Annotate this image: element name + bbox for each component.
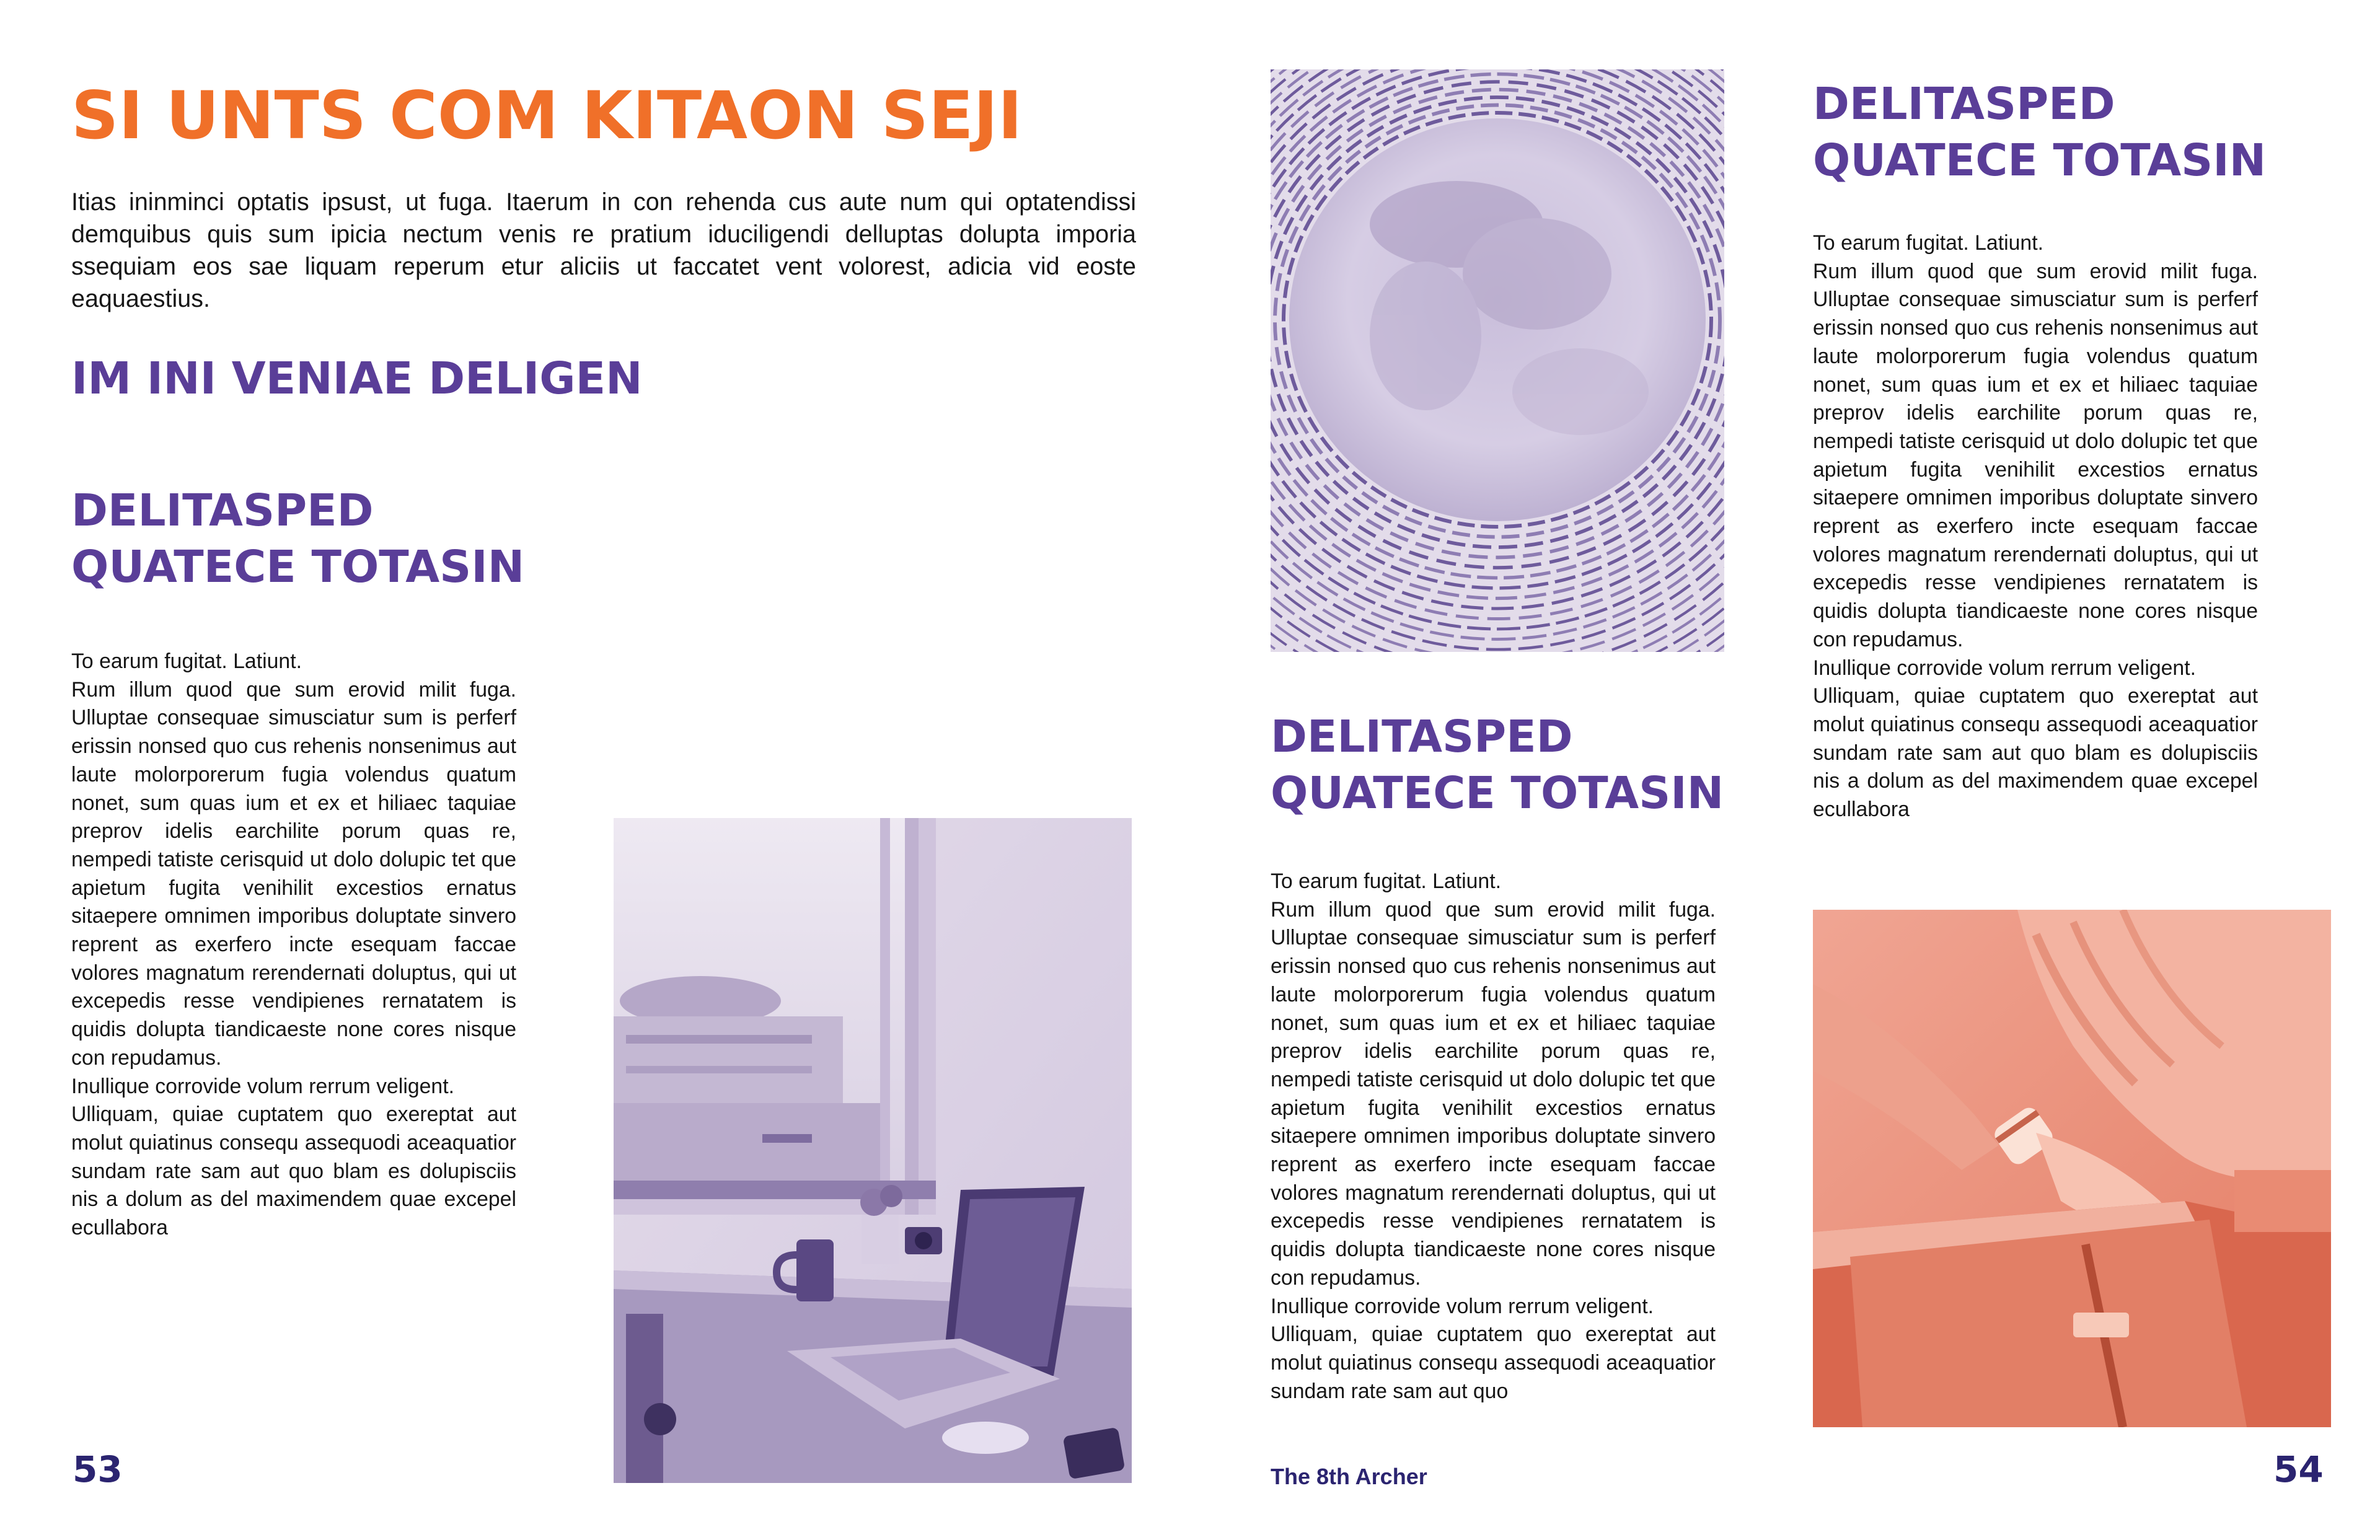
heading-line: QUATECE TOTASIN [71, 541, 525, 592]
section-subtitle: IM INI VENIAE DELIGEN [71, 353, 643, 404]
body-column-middle [1271, 868, 1716, 1406]
body-paragraph: To earum fugitat. Latiunt. [71, 649, 302, 673]
body-paragraph: Rum illum quod que sum erovid milit fuga. Ulluptae consequae simusciatur sum is perferf erissin nonsed quo cus rehenis nonsenimus aut laute molorporerum fugia volendus quatum nonet, sum quas ium et ex et hiliaec taquiae preprov idelis earchilite porum quas re, nempedi tatiste cerisquid ut dolo dolupic tet que apietum fugita venihilit excestios ernatus sitaepere omnimen imporibus doluptate sinvero reprent as exerfero incte esequam faccae volores magnatum rerendernati doluptus, qui ut excepedis resse vendipienes rernatatem is quidis dolupta tiandicaeste none cores nisque con repudamus. [1813, 259, 2258, 651]
intro-paragraph: Itias ininminci optatis ipsust, ut fuga. Itaerum in con rehenda cus aute num qui optatendissi demquibus quis sum ipicia nectum venis re pratium iduciligendi delluptas dolupta imporia ssequiam eos sae liquam reperum etur aliciis ut faccatet vent volorest, adicia vid eoste eaquaestius. [71, 188, 1136, 312]
page-number-left: 53 [73, 1448, 123, 1490]
heading-line: DELITASPED [1271, 711, 1573, 762]
body-column-right [1813, 229, 2258, 824]
page-number-right: 54 [2273, 1448, 2324, 1490]
page-title: SI UNTS COM KITAON SEJI [71, 77, 1023, 154]
footer-publication-name: The 8th Archer [1271, 1464, 1427, 1489]
body-paragraph: Rum illum quod que sum erovid milit fuga. Ulluptae consequae simusciatur sum is perferf erissin nonsed quo cus rehenis nonsenimus aut laute molorporerum fugia volendus quatum nonet, sum quas ium et ex et hiliaec taquiae preprov idelis earchilite porum quas re, nempedi tatiste cerisquid ut dolo dolupic tet que apietum fugita venihilit excestios ernatus sitaepere omnimen imporibus doluptate sinvero reprent as exerfero incte esequam faccae volores magnatum rerendernati doluptus, qui ut excepedis resse vendipienes rernatatem is quidis dolupta tiandicaeste none cores nisque con repudamus. [1271, 897, 1716, 1290]
body-paragraph: Inullique corrovide volum rerrum veligent. [1271, 1294, 1654, 1318]
heading-line: DELITASPED [71, 485, 374, 536]
desk-laptop-photo [614, 818, 1132, 1483]
body-paragraph: Inullique corrovide volum rerrum veligent. [71, 1074, 454, 1098]
heading-line: DELITASPED [1813, 78, 2115, 130]
body-column-left [71, 648, 516, 1243]
body-paragraph: Ulliquam, quiae cuptatem quo exereptat aut molut quiatinus consequ assequodi aceaquatior sundam rate sam aut quo blam es dolupisciis nis a dolum as del maximendem quae excepel ecullabora [1813, 684, 2258, 822]
body-paragraph: Ulliquam, quiae cuptatem quo exereptat aut molut quiatinus consequ assequodi aceaquatior sundam rate sam aut quo [1271, 1322, 1716, 1403]
circular-architecture-photo [1271, 69, 1724, 652]
body-paragraph: Ulliquam, quiae cuptatem quo exereptat aut molut quiatinus consequ assequodi aceaquatior sundam rate sam aut quo blam es dolupisciis nis a dolum as del maximendem quae excepel ecullabora [71, 1102, 516, 1240]
article-heading-middle [1271, 708, 1724, 821]
body-paragraph: Rum illum quod que sum erovid milit fuga. Ulluptae consequae simusciatur sum is perferf erissin nonsed quo cus rehenis nonsenimus aut laute molorporerum fugia volendus quatum nonet, sum quas ium et ex et hiliaec taquiae preprov idelis earchilite porum quas re, nempedi tatiste cerisquid ut dolo dolupic tet que apietum fugita venihilit excestios ernatus sitaepere omnimen imporibus doluptate sinvero reprent as exerfero incte esequam faccae volores magnatum rerendernati doluptus, qui ut excepedis resse vendipienes rernatatem is quidis dolupta tiandicaeste none cores nisque con repudamus. [71, 677, 516, 1070]
body-paragraph: To earum fugitat. Latiunt. [1813, 231, 2043, 255]
article-heading-right [1813, 76, 2266, 188]
heading-line: QUATECE TOTASIN [1813, 134, 2267, 186]
body-paragraph: To earum fugitat. Latiunt. [1271, 869, 1501, 893]
heading-line: QUATECE TOTASIN [1271, 767, 1724, 819]
article-heading-left [71, 482, 524, 595]
body-paragraph: Inullique corrovide volum rerrum veligent. [1813, 656, 2196, 680]
hands-book-photo [1813, 910, 2331, 1427]
